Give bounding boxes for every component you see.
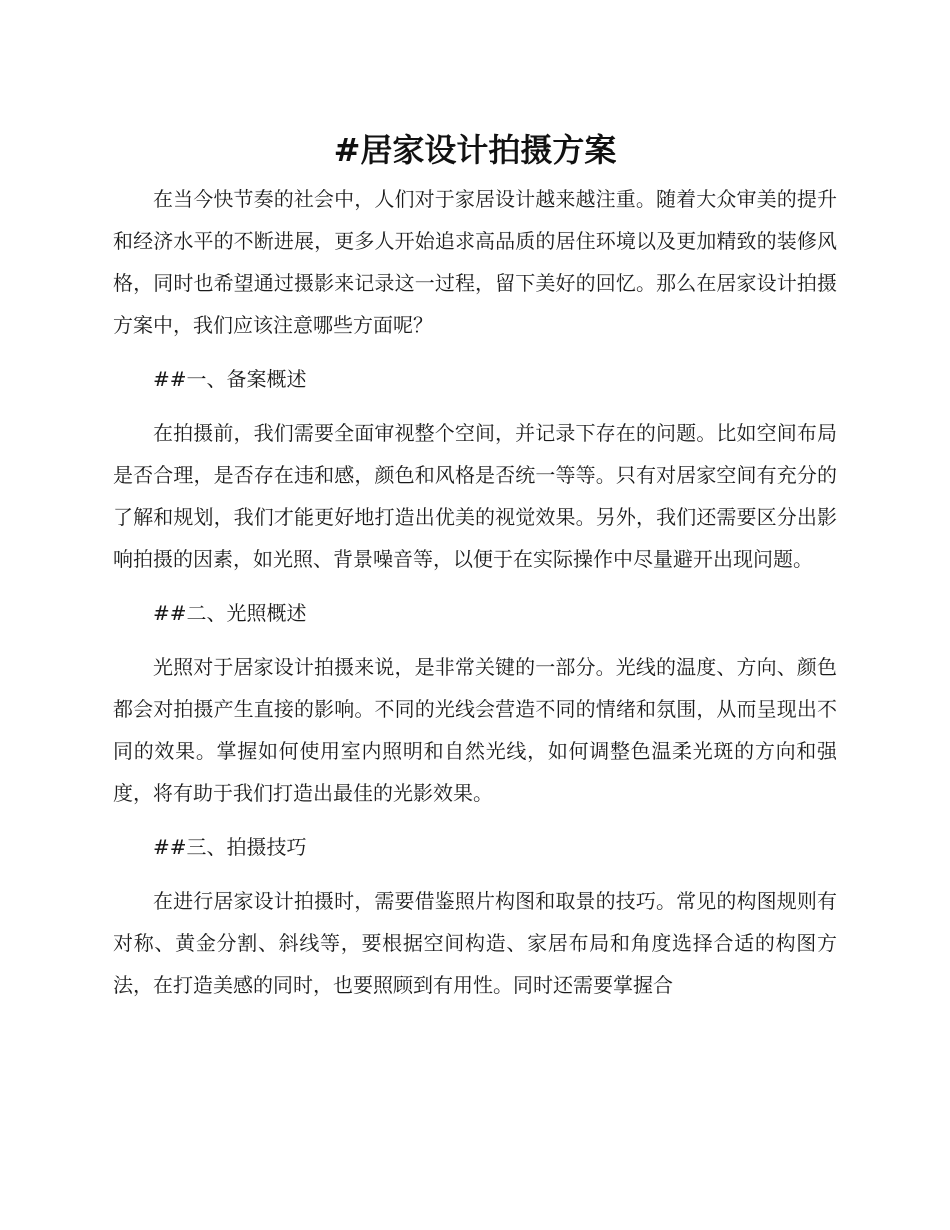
section-paragraph-techniques: 在进行居家设计拍摄时，需要借鉴照片构图和取景的技巧。常见的构图规则有对称、黄金分割、斜线等，要根据空间构造、家居布局和角度选择合适的构图方法，在打造美感的同时，也要照顾到有用性。同时还需要掌握合 <box>113 889 837 997</box>
section-paragraph-overview: 在拍摄前，我们需要全面审视整个空间，并记录下存在的问题。比如空间布局是否合理，是否存在违和感，颜色和风格是否统一等等。只有对居家空间有充分的了解和规划，我们才能更好地打造出优美的视觉效果。另外，我们还需要区分出影响拍摄的因素，如光照、背景噪音等，以便于在实际操作中尽量避开出现问题。 <box>113 421 837 571</box>
intro-paragraph: 在当今快节奏的社会中，人们对于家居设计越来越注重。随着大众审美的提升和经济水平的不断进展，更多人开始追求高品质的居住环境以及更加精致的装修风格，同时也希望通过摄影来记录这一过程，留下美好的回忆。那么在居家设计拍摄方案中，我们应该注意哪些方面呢？ <box>113 187 837 337</box>
document-body <box>113 126 837 1006</box>
document-title: #居家设计拍摄方案 <box>333 131 617 169</box>
section-heading-overview: ##一、备案概述 <box>153 367 307 391</box>
section-heading-lighting: ##二、光照概述 <box>153 601 307 625</box>
section-paragraph-lighting: 光照对于居家设计拍摄来说，是非常关键的一部分。光线的温度、方向、颜色都会对拍摄产生直接的影响。不同的光线会营造不同的情绪和氛围，从而呈现出不同的效果。掌握如何使用室内照明和自然光线，如何调整色温柔光斑的方向和强度，将有助于我们打造出最佳的光影效果。 <box>113 655 837 805</box>
section-heading-techniques: ##三、拍摄技巧 <box>153 835 307 859</box>
